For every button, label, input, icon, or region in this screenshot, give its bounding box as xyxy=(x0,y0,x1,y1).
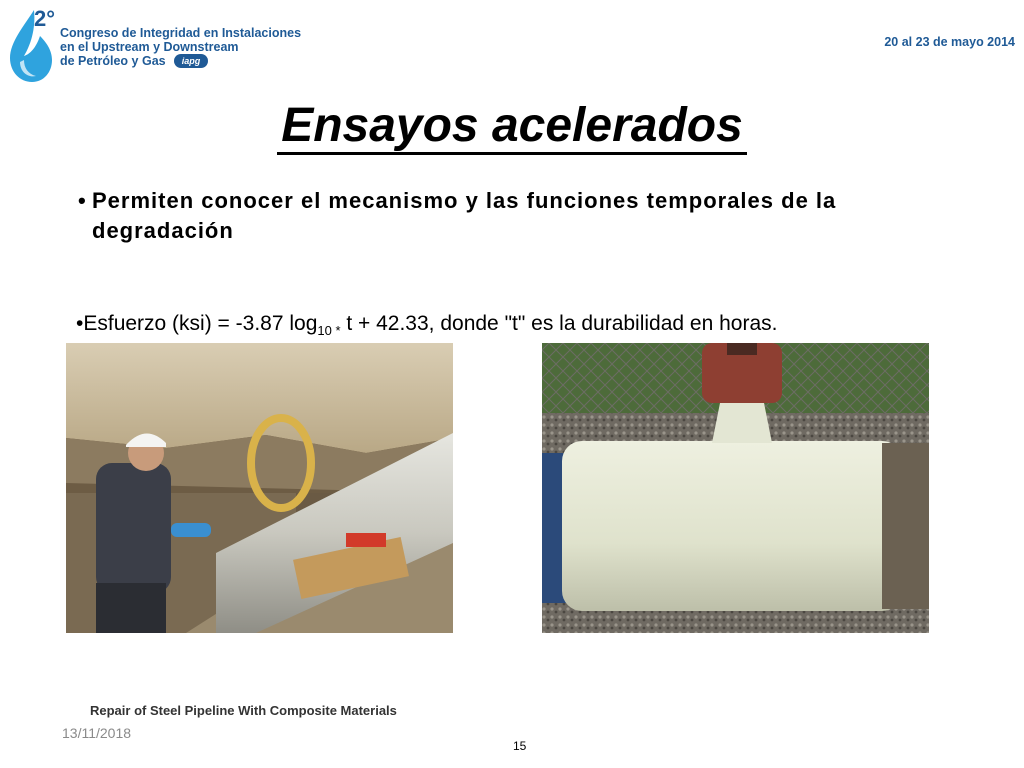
formula-prefix: •Esfuerzo (ksi) = -3.87 log xyxy=(76,312,318,335)
photo-worker-wrapping-pipe xyxy=(66,343,453,633)
iapg-badge-label: iapg xyxy=(181,56,201,66)
logo-number: 2° xyxy=(34,6,56,31)
logo-line-2: en el Upstream y Downstream xyxy=(60,40,239,54)
slide-title-text: Ensayos acelerados xyxy=(277,99,747,155)
formula-suffix: t + 42.33, donde "t" es la durabilidad en horas. xyxy=(340,312,778,335)
logo-line-1: Congreso de Integridad en Instalaciones xyxy=(60,26,302,40)
formula-subscript: 10 * xyxy=(317,323,341,339)
page-number: 15 xyxy=(513,739,527,753)
congress-logo xyxy=(6,6,346,86)
logo-line-3: de Petróleo y Gas xyxy=(60,54,166,68)
event-dates: 20 al 23 de mayo 2014 xyxy=(884,35,1015,49)
photo-worker-wrapping-pipe-image xyxy=(66,343,453,633)
photo-composite-repaired-pipe-image xyxy=(542,343,929,633)
bullet-marker: • xyxy=(78,188,87,213)
iapg-badge xyxy=(174,54,208,68)
footer-date: 13/11/2018 xyxy=(62,725,132,741)
bullet-stress-formula xyxy=(76,312,777,338)
bullet-degradation xyxy=(78,186,978,246)
photo-composite-repaired-pipe xyxy=(542,343,929,633)
photo-caption: Repair of Steel Pipeline With Composite Materials xyxy=(90,703,397,718)
bullet-degradation-text: Permiten conocer el mecanismo y las funciones temporales de la degradación xyxy=(92,188,837,243)
slide-title xyxy=(0,96,1024,156)
